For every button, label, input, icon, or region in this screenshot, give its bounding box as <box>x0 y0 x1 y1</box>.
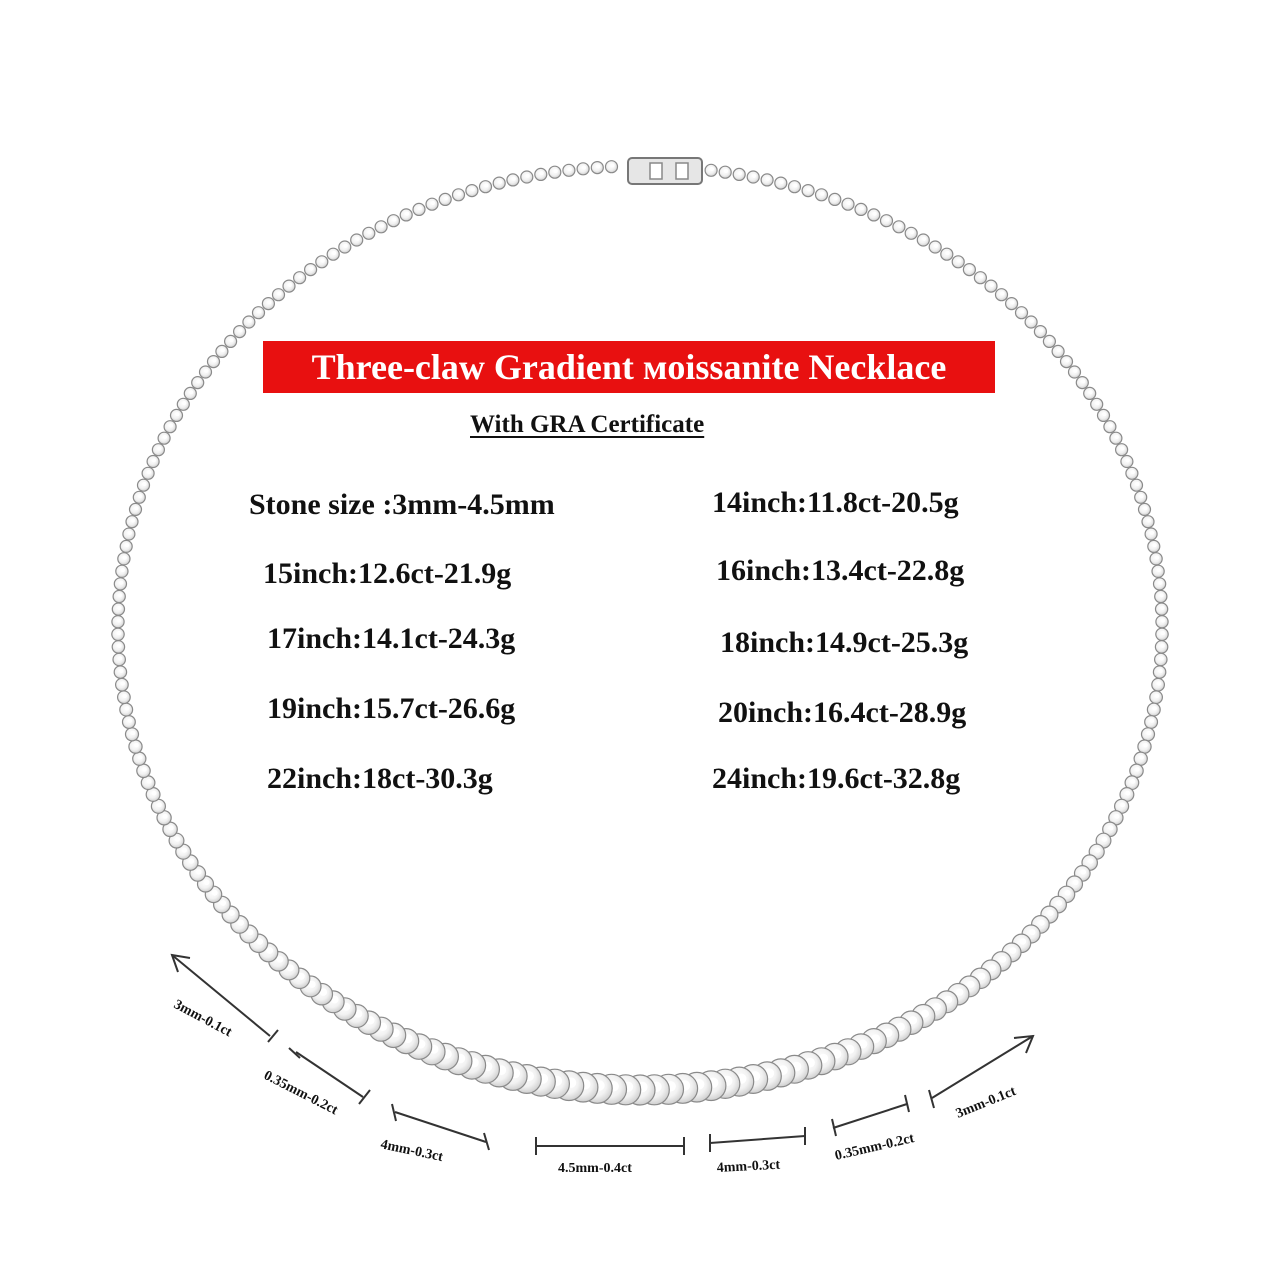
stone-highlight <box>968 266 972 270</box>
stone-highlight <box>793 183 797 187</box>
stone-highlight <box>1048 910 1054 916</box>
stone-highlight <box>945 996 953 1004</box>
stone-highlight <box>1065 358 1069 362</box>
stone-highlight <box>152 458 156 462</box>
stone-highlight <box>204 369 208 373</box>
stone-highlight <box>117 644 121 648</box>
stone-highlight <box>288 283 292 287</box>
stone-highlight <box>418 206 422 210</box>
stone-highlight <box>142 767 147 772</box>
stone-highlight <box>344 244 348 248</box>
stone-highlight <box>277 291 281 295</box>
stone-highlight <box>922 237 926 241</box>
stone-highlight <box>990 283 994 287</box>
stone-highlight <box>1115 435 1119 439</box>
stone-highlight <box>780 180 784 184</box>
stone-highlight <box>1126 791 1131 796</box>
dim-label-45mm-center: 4.5mm-0.4ct <box>558 1161 632 1176</box>
stone-highlight <box>1030 319 1034 323</box>
stone-highlight <box>1081 869 1086 874</box>
stone-highlight <box>248 319 252 323</box>
stone-highlight <box>1160 606 1164 610</box>
stone-highlight <box>1020 309 1024 313</box>
stone-highlight <box>834 196 838 200</box>
stone-highlight <box>212 890 218 896</box>
stone-highlight <box>498 180 502 184</box>
spec-stone-size: Stone size :3mm-4.5mm <box>249 488 555 521</box>
stone-highlight <box>128 719 132 723</box>
stone-highlight <box>1143 506 1147 510</box>
stone-highlight <box>484 183 488 187</box>
stone-highlight <box>1073 880 1079 886</box>
stone-highlight <box>989 964 996 971</box>
stone-highlight <box>967 981 974 988</box>
stone-highlight <box>1147 518 1151 522</box>
stone-highlight <box>119 581 123 585</box>
stone-highlight <box>540 171 544 175</box>
stone-highlight <box>610 163 614 167</box>
stone-highlight <box>1160 593 1164 597</box>
stone-highlight <box>277 956 284 963</box>
stone-highlight <box>368 230 372 234</box>
stone-highlight <box>1057 348 1061 352</box>
stone-highlight <box>1161 618 1165 622</box>
stone-highlight <box>131 518 135 522</box>
stone-highlight <box>978 973 985 980</box>
stone-highlight <box>220 900 226 906</box>
stone-highlight <box>298 274 302 278</box>
stone-highlight <box>873 212 877 216</box>
stone-highlight <box>123 694 127 698</box>
stone-highlight <box>169 825 174 830</box>
stone-highlight <box>257 309 261 313</box>
stone-highlight <box>1155 694 1159 698</box>
spec-16inch: 16inch:13.4ct-22.8g <box>716 554 965 587</box>
spec-15inch: 15inch:12.6ct-21.9g <box>263 557 512 590</box>
stone-highlight <box>117 618 121 622</box>
stone-highlight <box>119 669 123 673</box>
stone-highlight <box>121 681 125 685</box>
stone-highlight <box>128 531 132 535</box>
stone-highlight <box>142 482 146 486</box>
stone-highlight <box>117 631 121 635</box>
stone-highlight <box>1010 300 1014 304</box>
stone-highlight <box>956 988 963 995</box>
stone-highlight <box>1109 423 1113 427</box>
stone-highlight <box>568 167 572 171</box>
stone-highlight <box>957 259 961 263</box>
stone-highlight <box>979 274 983 278</box>
stone-highlight <box>267 947 274 954</box>
stone-highlight <box>1039 920 1045 926</box>
stone-highlight <box>287 964 294 971</box>
title-banner: Three-claw Gradient ᴍoissanite Necklace <box>263 341 995 393</box>
stone-highlight <box>910 230 914 234</box>
stone-highlight <box>724 169 728 173</box>
stone-highlight <box>1158 669 1162 673</box>
stone-highlight <box>1126 458 1130 462</box>
stone-highlight <box>169 423 173 427</box>
stone-highlight <box>117 606 121 610</box>
stone-highlight <box>1135 767 1140 772</box>
stone-highlight <box>1155 556 1159 560</box>
stone-highlight <box>152 791 157 796</box>
stone-highlight <box>182 848 187 853</box>
stone-highlight <box>157 446 161 450</box>
stone-highlight <box>1160 656 1164 660</box>
stone-highlight <box>946 251 950 255</box>
stone-highlight <box>125 543 129 547</box>
stone-highlight <box>1153 706 1157 710</box>
stone-highlight <box>526 174 530 178</box>
stone-highlight <box>847 201 851 205</box>
stone-highlight <box>1120 446 1124 450</box>
stone-highlight <box>1135 482 1139 486</box>
stone-highlight <box>121 568 125 572</box>
stone-highlight <box>1157 568 1161 572</box>
stone-highlight <box>138 755 143 760</box>
stone-highlight <box>405 212 409 216</box>
stone-highlight <box>1102 837 1107 842</box>
stone-highlight <box>332 251 336 255</box>
stone-highlight <box>1000 956 1007 963</box>
stone-highlight <box>1039 328 1043 332</box>
stone-highlight <box>189 858 194 863</box>
stone-highlight <box>1065 890 1071 896</box>
stone-highlight <box>1157 681 1161 685</box>
stone-highlight <box>221 348 225 352</box>
spec-14inch: 14inch:11.8ct-20.5g <box>712 486 959 519</box>
stone-highlight <box>134 743 139 748</box>
stone-highlight <box>710 167 714 171</box>
stone-highlight <box>125 706 129 710</box>
stone-highlight <box>909 1016 917 1024</box>
dim-label-3mm-left: 3mm-0.1ct <box>171 997 235 1041</box>
stone-highlight <box>1000 291 1004 295</box>
stone-highlight <box>229 910 235 916</box>
stone-highlight <box>1139 755 1144 760</box>
stone-highlight <box>147 779 152 784</box>
stone-highlight <box>1140 494 1144 498</box>
stone-highlight <box>582 166 586 170</box>
clasp <box>628 158 702 184</box>
stone-highlight <box>392 217 396 221</box>
spec-19inch: 19inch:15.7ct-26.6g <box>267 692 516 725</box>
stone-highlight <box>134 506 138 510</box>
stone-highlight <box>431 201 435 205</box>
stone-highlight <box>123 556 127 560</box>
stone-highlight <box>1029 929 1035 935</box>
stone-highlight <box>596 164 600 168</box>
stone-highlight <box>934 244 938 248</box>
stone-highlight <box>1131 779 1136 784</box>
stone-highlight <box>738 171 742 175</box>
spec-20inch: 20inch:16.4ct-28.9g <box>718 696 967 729</box>
dim-label-035mm-left: 0.35mm-0.2ct <box>261 1068 341 1119</box>
stone-highlight <box>321 259 325 263</box>
stone-highlight <box>921 1010 929 1018</box>
stone-highlight <box>163 435 167 439</box>
stone-highlight <box>1088 858 1093 863</box>
stone-highlight <box>189 390 193 394</box>
stone-highlight <box>212 358 216 362</box>
stone-highlight <box>933 1003 941 1011</box>
stone-highlight <box>471 187 475 191</box>
stone-highlight <box>175 412 179 416</box>
stone-highlight <box>1095 848 1100 853</box>
stone-highlight <box>820 192 824 196</box>
stone-highlight <box>247 929 253 935</box>
stone-highlight <box>1081 379 1085 383</box>
stone-highlight <box>885 217 889 221</box>
stone-highlight <box>554 169 558 173</box>
stone-highlight <box>356 237 360 241</box>
stone-highlight <box>766 177 770 181</box>
stone-highlight <box>175 837 180 842</box>
stone-highlight <box>1147 731 1152 736</box>
subtitle: With GRA Certificate <box>470 411 705 438</box>
stone-highlight <box>204 880 210 886</box>
stone-highlight <box>898 224 902 228</box>
stone-highlight <box>860 206 864 210</box>
stone-highlight <box>238 920 244 926</box>
stone-highlight <box>1089 390 1093 394</box>
stone-highlight <box>512 177 516 181</box>
stone-highlight <box>196 869 201 874</box>
spec-17inch: 17inch:14.1ct-24.3g <box>267 622 516 655</box>
stone-highlight <box>163 814 168 819</box>
stone-highlight <box>444 196 448 200</box>
stone-highlight <box>1102 412 1106 416</box>
stone-highlight <box>147 470 151 474</box>
spec-22inch: 22inch:18ct-30.3g <box>267 762 493 795</box>
stone-highlight <box>807 187 811 191</box>
stone-highlight <box>1115 814 1120 819</box>
dim-label-4mm-left: 4mm-0.3ct <box>379 1137 445 1166</box>
stone-highlight <box>267 300 271 304</box>
stone-highlight <box>1150 719 1154 723</box>
stone-highlight <box>1048 338 1052 342</box>
stone-highlight <box>1056 900 1062 906</box>
stone-highlight <box>1120 803 1125 808</box>
stone-highlight <box>1161 631 1165 635</box>
stone-highlight <box>1153 543 1157 547</box>
dim-label-3mm-right: 3mm-0.1ct <box>953 1084 1019 1122</box>
stone-highlight <box>197 379 201 383</box>
stone-highlight <box>138 494 142 498</box>
stone-highlight <box>1158 581 1162 585</box>
stone-highlight <box>118 593 122 597</box>
stone-highlight <box>157 803 162 808</box>
stone-highlight <box>238 328 242 332</box>
stone-highlight <box>131 731 136 736</box>
stone-highlight <box>1150 531 1154 535</box>
stone-highlight <box>1108 825 1113 830</box>
stone-highlight <box>182 401 186 405</box>
stone-highlight <box>309 266 313 270</box>
stone-highlight <box>1010 947 1017 954</box>
spec-24inch: 24inch:19.6ct-32.8g <box>712 762 961 795</box>
dim-label-035mm-right: 0.35mm-0.2ct <box>833 1131 916 1164</box>
stone-highlight <box>1143 743 1148 748</box>
stone-highlight <box>1020 938 1026 944</box>
stone-highlight <box>1096 401 1100 405</box>
stone-highlight <box>229 338 233 342</box>
stone-highlight <box>118 656 122 660</box>
dim-label-4mm-right: 4mm-0.3ct <box>716 1157 781 1176</box>
stone-highlight <box>1160 644 1164 648</box>
stone-highlight <box>457 192 461 196</box>
stone-highlight <box>1073 369 1077 373</box>
spec-18inch: 18inch:14.9ct-25.3g <box>720 626 969 659</box>
stone-highlight <box>1131 470 1135 474</box>
stone-highlight <box>380 224 384 228</box>
stone-highlight <box>257 938 263 944</box>
stone-highlight <box>752 174 756 178</box>
